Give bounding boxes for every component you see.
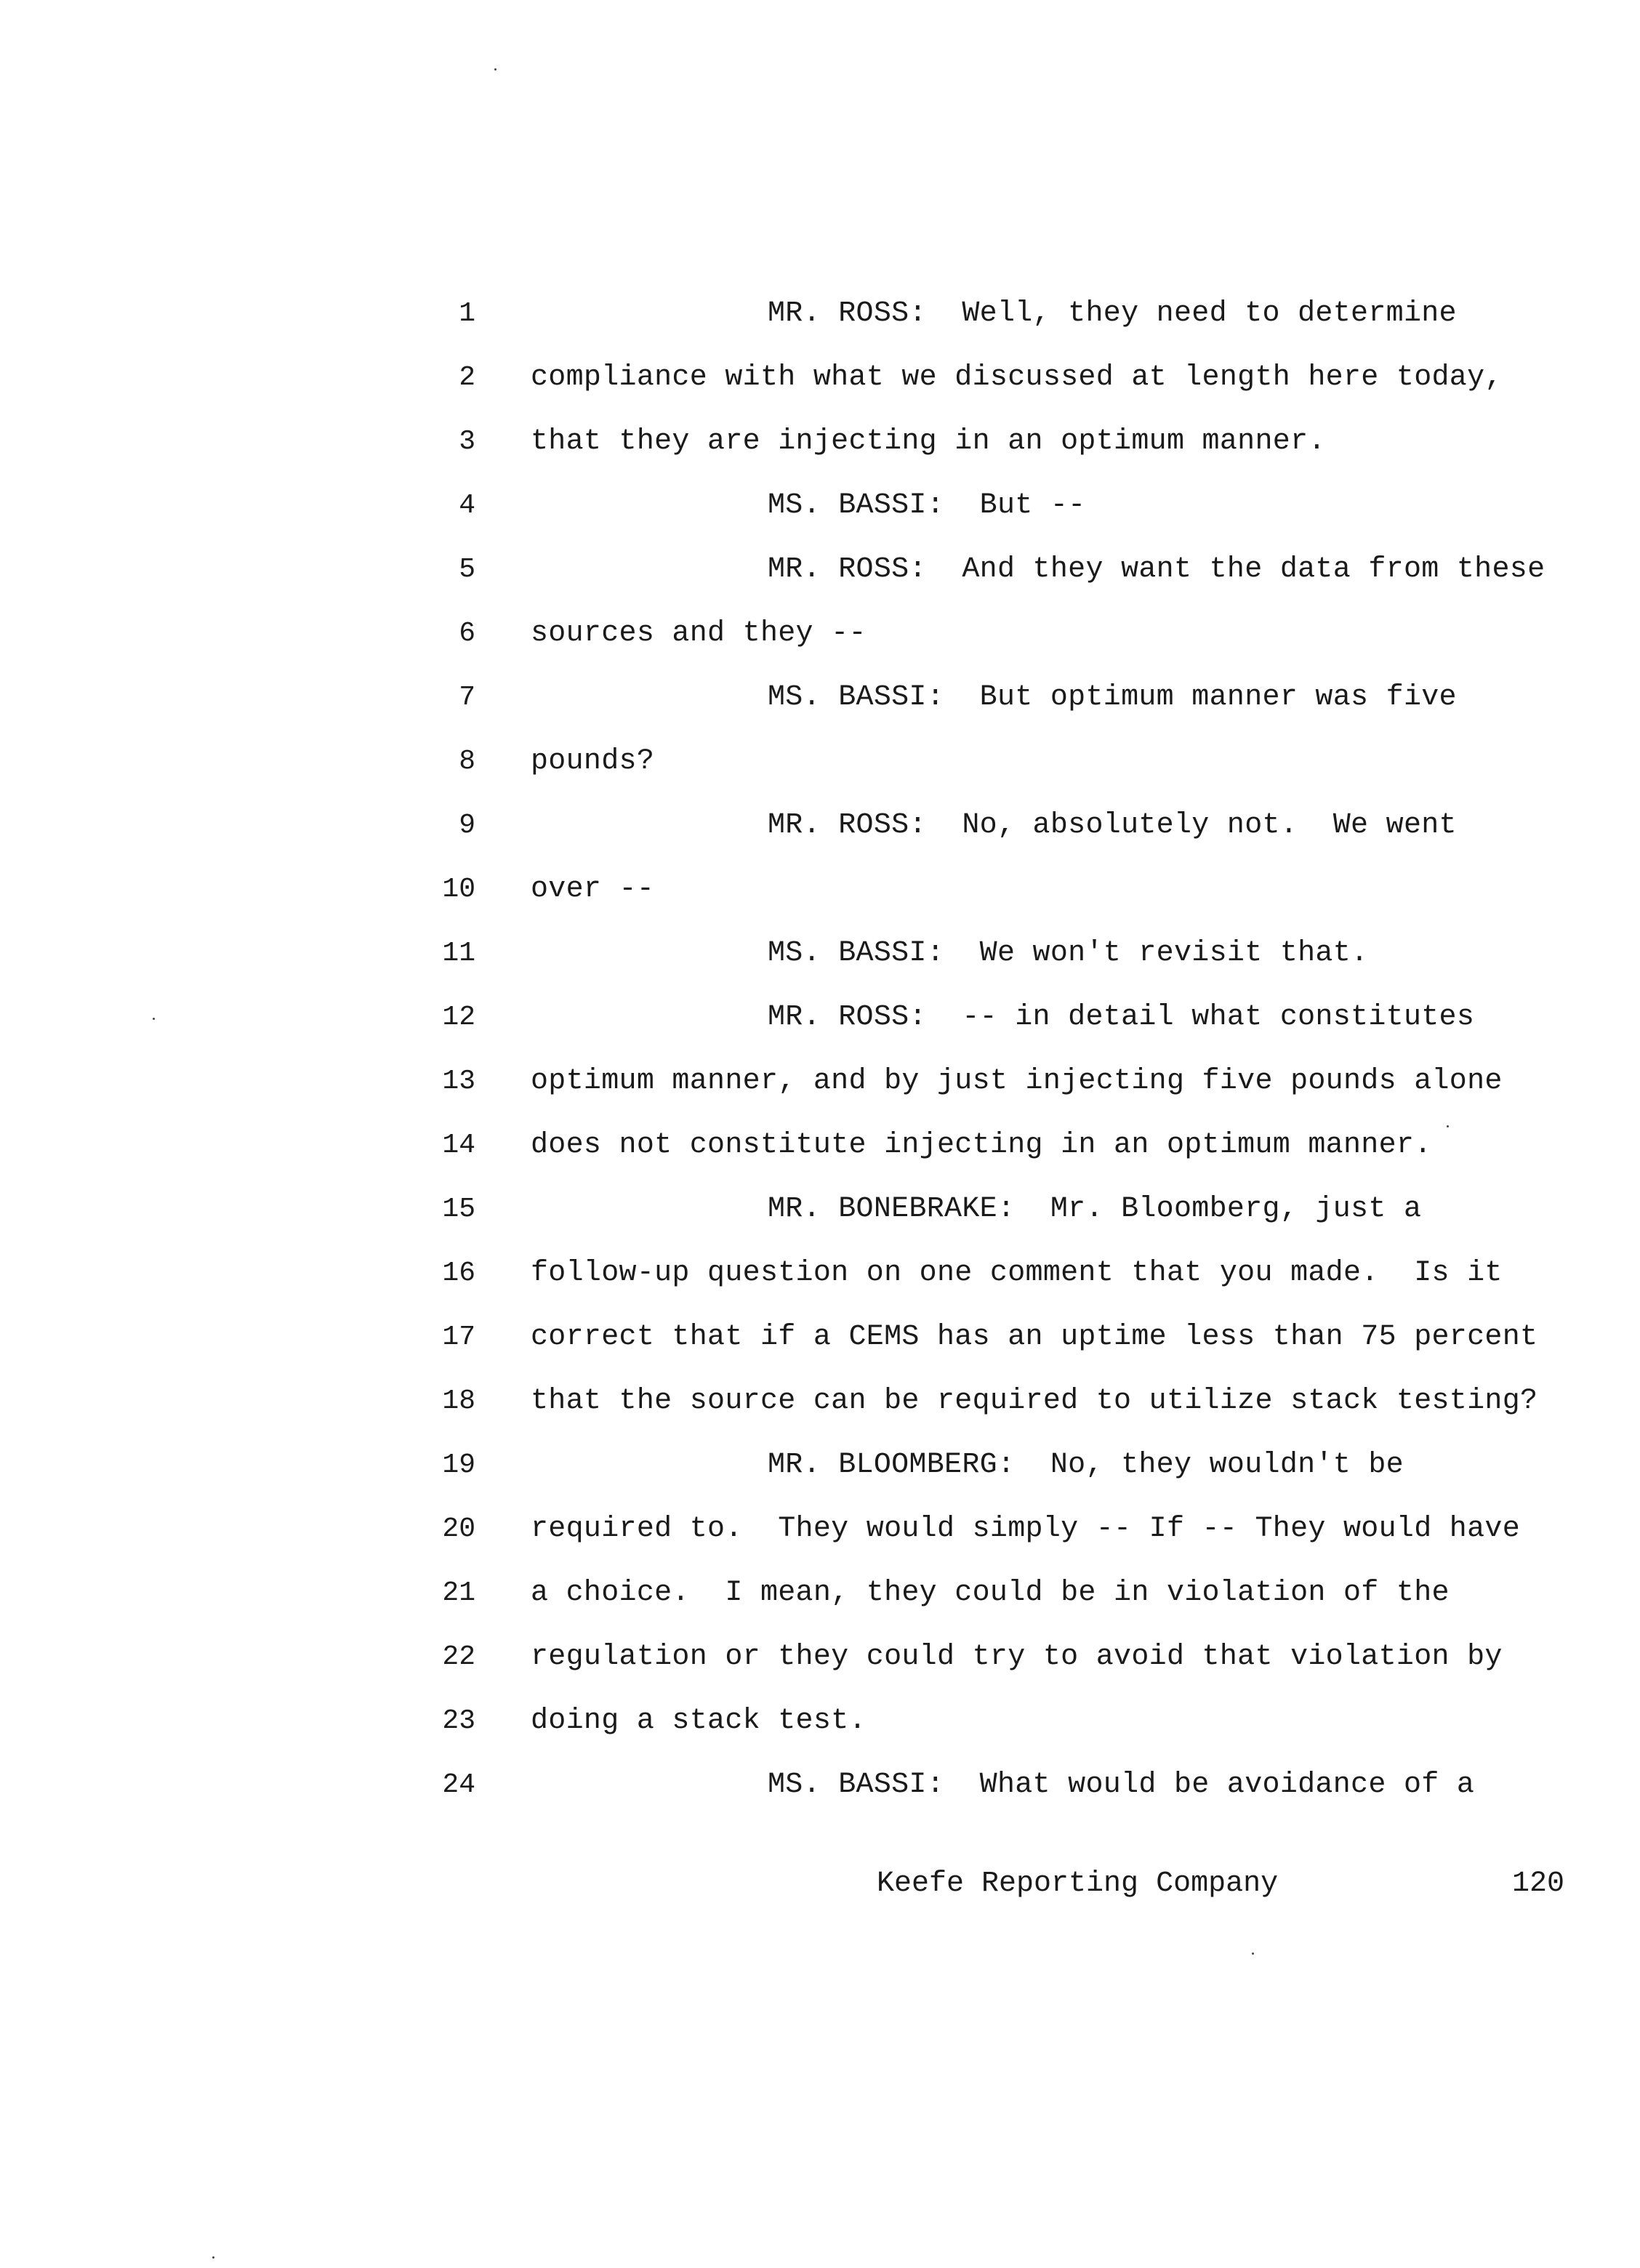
line-number: 15 (442, 1194, 475, 1225)
transcript-line (0, 741, 1640, 805)
line-number: 19 (442, 1449, 475, 1481)
line-number: 7 (459, 682, 475, 713)
transcript-line (0, 550, 1640, 614)
line-number: 24 (442, 1769, 475, 1801)
transcript-body (0, 294, 1640, 1829)
line-text: MR. ROSS: -- in detail what constitutes (768, 1001, 1475, 1034)
footer-company: Keefe Reporting Company (877, 1867, 1279, 1900)
line-text: regulation or they could try to avoid that violation by (531, 1641, 1503, 1673)
line-number: 5 (459, 554, 475, 585)
transcript-line (0, 1701, 1640, 1765)
transcript-line (0, 1765, 1640, 1829)
line-number: 4 (459, 490, 475, 521)
scan-speck (1252, 1953, 1254, 1955)
line-text: compliance with what we discussed at length here today, (531, 361, 1503, 394)
scan-speck (1447, 1125, 1449, 1127)
transcript-line (0, 1573, 1640, 1637)
line-text: MS. BASSI: We won't revisit that. (768, 937, 1369, 970)
line-text: MR. BONEBRAKE: Mr. Bloomberg, just a (768, 1193, 1422, 1226)
line-number: 17 (442, 1322, 475, 1353)
scan-speck (212, 2256, 214, 2259)
transcript-line (0, 294, 1640, 358)
line-text: that they are injecting in an optimum manner. (531, 425, 1326, 458)
line-text: doing a stack test. (531, 1705, 867, 1737)
transcript-line (0, 1445, 1640, 1509)
line-text: over -- (531, 873, 655, 906)
line-number: 10 (442, 874, 475, 905)
line-text: MR. BLOOMBERG: No, they wouldn't be (768, 1449, 1404, 1481)
line-text: MS. BASSI: But optimum manner was five (768, 681, 1457, 714)
line-text: MR. ROSS: Well, they need to determine (768, 297, 1457, 330)
line-number: 16 (442, 1258, 475, 1289)
line-text: required to. They would simply -- If -- They would have (531, 1513, 1521, 1545)
transcript-line (0, 869, 1640, 933)
line-number: 22 (442, 1641, 475, 1673)
line-number: 23 (442, 1705, 475, 1737)
line-text: correct that if a CEMS has an uptime less than 75 percent (531, 1321, 1538, 1354)
line-number: 20 (442, 1513, 475, 1545)
transcript-line (0, 1189, 1640, 1253)
line-text: that the source can be required to utilize stack testing? (531, 1385, 1538, 1418)
line-number: 13 (442, 1066, 475, 1097)
line-number: 11 (442, 938, 475, 969)
line-number: 3 (459, 426, 475, 457)
transcript-line (0, 358, 1640, 422)
line-text: MR. ROSS: No, absolutely not. We went (768, 809, 1457, 842)
line-number: 12 (442, 1002, 475, 1033)
scan-speck (153, 1018, 155, 1020)
transcript-line (0, 997, 1640, 1061)
line-text: follow-up question on one comment that you made. Is it (531, 1257, 1503, 1290)
transcript-line (0, 933, 1640, 997)
line-number: 1 (459, 298, 475, 329)
transcript-line (0, 1509, 1640, 1573)
transcript-line (0, 1381, 1640, 1445)
line-text: MS. BASSI: What would be avoidance of a (768, 1769, 1475, 1801)
transcript-line (0, 1637, 1640, 1701)
line-text: MR. ROSS: And they want the data from these (768, 553, 1545, 586)
transcript-line (0, 677, 1640, 741)
page-number: 120 (1512, 1867, 1565, 1900)
transcript-line (0, 614, 1640, 677)
line-text: a choice. I mean, they could be in violation of the (531, 1577, 1450, 1609)
line-text: optimum manner, and by just injecting five pounds alone (531, 1065, 1503, 1098)
line-number: 6 (459, 618, 475, 649)
transcript-line (0, 422, 1640, 486)
line-number: 14 (442, 1130, 475, 1161)
line-number: 18 (442, 1386, 475, 1417)
transcript-line (0, 1061, 1640, 1125)
line-number: 9 (459, 810, 475, 841)
line-text: MS. BASSI: But -- (768, 489, 1086, 522)
transcript-line (0, 805, 1640, 869)
line-text: does not constitute injecting in an optimum manner. (531, 1129, 1432, 1162)
line-number: 2 (459, 362, 475, 393)
transcript-line (0, 1125, 1640, 1189)
scan-speck (494, 68, 497, 71)
transcript-line (0, 1317, 1640, 1381)
transcript-line (0, 486, 1640, 550)
line-number: 21 (442, 1577, 475, 1609)
line-text: pounds? (531, 745, 655, 778)
line-text: sources and they -- (531, 617, 867, 650)
line-number: 8 (459, 746, 475, 777)
transcript-line (0, 1253, 1640, 1317)
